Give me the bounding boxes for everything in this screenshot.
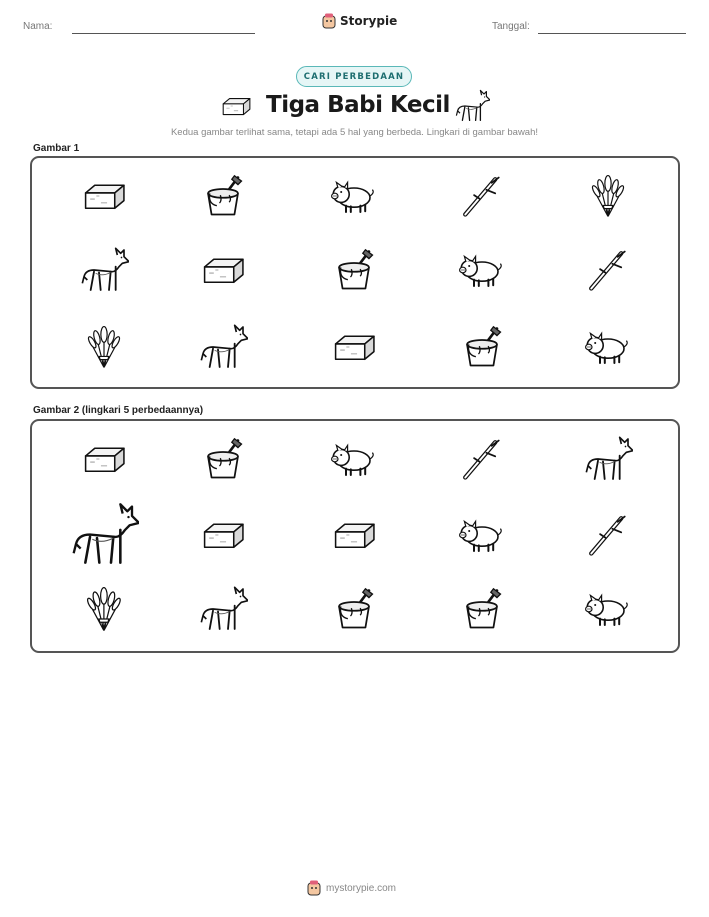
wolf-icon[interactable] xyxy=(583,435,633,483)
pig-icon[interactable] xyxy=(458,516,506,554)
brick-icon[interactable] xyxy=(81,443,127,475)
footer-site[interactable]: mystorypie.com xyxy=(326,882,397,894)
wolf-icon xyxy=(454,89,490,123)
wolf-icon[interactable] xyxy=(79,246,129,294)
pig-icon[interactable] xyxy=(458,251,506,289)
pig-icon[interactable] xyxy=(584,328,632,366)
brick-icon[interactable] xyxy=(331,331,377,363)
wheat-icon[interactable] xyxy=(86,325,122,369)
pig-icon[interactable] xyxy=(330,440,378,478)
worksheet-badge: CARI PERBEDAAN xyxy=(296,66,412,87)
pig-icon[interactable] xyxy=(330,177,378,215)
storypie-mascot-icon xyxy=(322,13,336,29)
date-label: Tanggal: xyxy=(492,21,530,32)
brick-icon[interactable] xyxy=(331,519,377,551)
brick-icon[interactable] xyxy=(200,254,246,286)
page-title: Tiga Babi Kecil xyxy=(266,92,450,118)
bucket-icon[interactable] xyxy=(201,171,245,221)
brick-icon[interactable] xyxy=(81,180,127,212)
bucket-icon[interactable] xyxy=(332,245,376,295)
wolf-icon[interactable] xyxy=(69,501,139,568)
bucket-icon[interactable] xyxy=(460,584,504,634)
brick-icon[interactable] xyxy=(200,519,246,551)
brand-name: Storypie xyxy=(340,14,398,28)
wheat-icon[interactable] xyxy=(85,586,123,632)
name-label: Nama: xyxy=(23,21,53,32)
wheat-icon[interactable] xyxy=(590,174,626,218)
bucket-icon[interactable] xyxy=(201,434,245,484)
bucket-icon[interactable] xyxy=(332,584,376,634)
name-field[interactable] xyxy=(72,33,255,34)
wolf-icon[interactable] xyxy=(198,585,248,633)
picture2-label: Gambar 2 (lingkari 5 perbedaannya) xyxy=(33,405,204,416)
instructions: Kedua gambar terlihat sama, tetapi ada 5 hal yang berbeda. Lingkari di gambar bawah! xyxy=(170,127,539,138)
stick-icon[interactable] xyxy=(586,248,630,292)
pig-icon[interactable] xyxy=(584,590,632,628)
brand-logo xyxy=(322,13,397,29)
stick-icon[interactable] xyxy=(460,174,504,218)
footer xyxy=(307,880,396,896)
date-field[interactable] xyxy=(538,33,686,34)
stick-icon[interactable] xyxy=(586,513,630,557)
storypie-mascot-icon xyxy=(307,880,321,896)
picture2-panel xyxy=(30,419,680,653)
stick-icon[interactable] xyxy=(460,437,504,481)
wolf-icon[interactable] xyxy=(198,323,248,371)
picture1-label: Gambar 1 xyxy=(33,143,80,154)
bucket-icon[interactable] xyxy=(460,322,504,372)
picture1-panel xyxy=(30,156,680,389)
brick-icon xyxy=(220,93,252,119)
